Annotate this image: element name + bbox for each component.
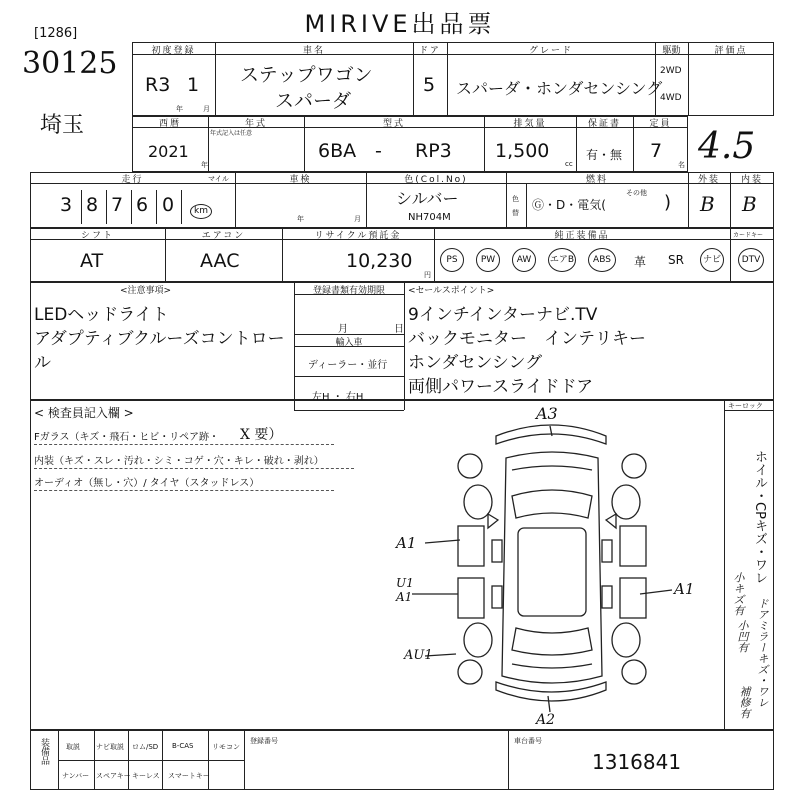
evaluation-score: 4.5 bbox=[698, 126, 756, 167]
handle-side: 左H ・ 右H bbox=[312, 392, 364, 403]
fuel-value: Ⓖ・D・電気( bbox=[532, 198, 606, 212]
door-count: 5 bbox=[423, 74, 436, 96]
mileage-digit: 7 bbox=[111, 194, 124, 216]
equipment-leather: 革 bbox=[634, 255, 647, 269]
label-door: ドア bbox=[419, 46, 441, 56]
label-color: 色(Col.No) bbox=[404, 175, 468, 185]
exterior-grade: B bbox=[700, 192, 715, 216]
label-fuel: 燃料 bbox=[585, 175, 608, 185]
equipment-sunroof: SR bbox=[668, 253, 684, 267]
warranty-value: 有・無 bbox=[586, 148, 623, 162]
cc-unit: cc bbox=[565, 160, 573, 168]
sales-line2: バックモニター インテリキー bbox=[408, 329, 646, 349]
sales-line1: 9インチインターナビ.TV bbox=[408, 305, 598, 325]
equipment-navi: ナビ bbox=[700, 248, 724, 272]
mileage-digit: 6 bbox=[136, 194, 149, 216]
reg-month: 1 bbox=[187, 74, 200, 96]
notes-line3: ル bbox=[34, 353, 51, 373]
mark-u1: U1 bbox=[396, 576, 414, 590]
label-interior: 内装 bbox=[740, 175, 763, 185]
reg-era: R3 bbox=[145, 74, 171, 96]
notes-line2: アダプティブクルーズコントロー bbox=[34, 329, 285, 349]
model-prefix: 6BA bbox=[318, 140, 357, 162]
acc-smart-key: スマートキー bbox=[168, 772, 210, 780]
side-note-repair: 補修有 bbox=[738, 686, 751, 719]
label-equipment: 純正装備品 bbox=[554, 231, 610, 241]
reg-docs-label: 登録書類有効期限 bbox=[312, 286, 385, 296]
label-grade: グレード bbox=[528, 46, 573, 56]
displacement: 1,500 bbox=[495, 140, 550, 162]
acc-plate: ナンバー bbox=[62, 772, 90, 780]
acc-spare-key: スペアキー bbox=[96, 772, 131, 780]
mileage-digit: 0 bbox=[162, 194, 175, 216]
color-code: NH704M bbox=[408, 212, 451, 223]
mark-a3: A3 bbox=[536, 404, 558, 423]
label-mile-unit: マイル bbox=[208, 175, 229, 183]
sales-line4: 両側パワースライドドア bbox=[408, 377, 594, 397]
side-note-small-scratch: 小キズ有 bbox=[732, 572, 745, 616]
mark-a2: A2 bbox=[536, 712, 556, 728]
label-warranty: 保証書 bbox=[587, 119, 621, 129]
mark-a1-right: A1 bbox=[674, 580, 695, 598]
km-unit-circled: km bbox=[190, 204, 212, 219]
grade-value: スパーダ・ホンダセンシング bbox=[456, 79, 663, 98]
recycle-unit: 円 bbox=[424, 271, 431, 279]
car-name-line2: スパーダ bbox=[275, 90, 352, 112]
label-capacity: 定員 bbox=[649, 119, 672, 129]
document-title: MIRIVE出品票 bbox=[304, 10, 496, 38]
accessories-label: 装備品 bbox=[39, 738, 49, 765]
mark-a1-left: A1 bbox=[396, 534, 417, 552]
color-change-label-2: 替 bbox=[512, 209, 519, 217]
acc-navi-manual: ナビ取説 bbox=[96, 743, 124, 751]
region: 埼玉 bbox=[40, 113, 85, 138]
inspector-line1: Fガラス（キズ・飛石・ヒビ・リペア跡・ bbox=[34, 432, 220, 443]
label-first-registration: 初度登録 bbox=[151, 46, 196, 56]
equipment-ps: PS bbox=[440, 248, 464, 272]
side-note-small-dent: 小凹有 bbox=[736, 620, 749, 653]
reg-docs-day: 日 bbox=[394, 324, 404, 335]
acc-keyless: キーレス bbox=[132, 772, 160, 780]
western-year-unit: 年 bbox=[201, 161, 208, 169]
label-model-year: 年式 bbox=[244, 119, 267, 129]
equipment-dtv: DTV bbox=[738, 248, 764, 272]
label-recycle: リサイクル預託金 bbox=[314, 231, 402, 241]
model-year-note: 年式記入は任意 bbox=[210, 130, 253, 137]
mark-au1: AU1 bbox=[404, 648, 433, 663]
inspection-year-unit: 年 bbox=[297, 215, 304, 223]
western-year: 2021 bbox=[148, 142, 189, 161]
chassis-number-label: 車台番号 bbox=[514, 737, 542, 745]
inspector-line3: オーディオ（無し・穴）/ タイヤ（スタッドレス） bbox=[34, 478, 260, 489]
mileage-digit: 8 bbox=[86, 194, 99, 216]
acc-bcas: B-CAS bbox=[172, 742, 194, 750]
import-label: 輸入車 bbox=[335, 338, 363, 348]
color-value: シルバー bbox=[396, 189, 459, 208]
notes-line1: LEDヘッドライト bbox=[34, 305, 169, 325]
reg-number-label: 登録番号 bbox=[250, 737, 278, 745]
equipment-pw: PW bbox=[476, 248, 500, 272]
label-displacement: 排気量 bbox=[513, 119, 547, 129]
label-mileage: 走行 bbox=[121, 175, 144, 185]
equipment-airbag: エアB bbox=[548, 248, 576, 272]
year-unit: 年 bbox=[176, 105, 183, 113]
inspector-line1-mark: X 要） bbox=[240, 427, 283, 443]
key-lock-label: キーロック bbox=[728, 402, 763, 410]
shift-value: AT bbox=[80, 250, 104, 272]
capacity-unit: 名 bbox=[678, 161, 685, 169]
sales-label: <セールスポイント> bbox=[408, 286, 495, 296]
label-western-year: 西暦 bbox=[158, 119, 181, 129]
lot-tag: [1286] bbox=[34, 26, 78, 41]
chassis-number: 1316841 bbox=[592, 750, 682, 774]
label-car-name: 車名 bbox=[302, 46, 325, 56]
month-unit: 月 bbox=[203, 105, 210, 113]
mark-a1-left-2: A1 bbox=[396, 590, 413, 604]
equipment-aw: AW bbox=[512, 248, 536, 272]
drive-2wd: 2WD bbox=[660, 66, 682, 76]
label-aircon: エアコン bbox=[201, 231, 246, 241]
label-exterior: 外装 bbox=[697, 175, 720, 185]
model-dash: - bbox=[375, 140, 382, 162]
equipment-abs: ABS bbox=[588, 248, 616, 272]
recycle-fee: 10,230 bbox=[346, 250, 413, 272]
notes-label: <注意事項> bbox=[120, 286, 172, 296]
lot-number: 30125 bbox=[22, 46, 118, 81]
reg-docs-month: 月 bbox=[338, 324, 348, 335]
acc-rom-sd: ロム/SD bbox=[132, 743, 159, 751]
sales-line3: ホンダセンシング bbox=[408, 353, 543, 373]
color-change-label-1: 色 bbox=[512, 195, 519, 203]
inspection-month-unit: 月 bbox=[354, 215, 361, 223]
inspector-line2: 内装（キズ・スレ・汚れ・シミ・コゲ・穴・キレ・破れ・剥れ） bbox=[34, 456, 324, 467]
drive-4wd: 4WD bbox=[660, 93, 682, 103]
aircon-value: AAC bbox=[200, 250, 240, 272]
acc-remote: リモコン bbox=[212, 743, 240, 751]
car-name-line1: ステップワゴン bbox=[240, 64, 373, 86]
interior-grade: B bbox=[742, 192, 757, 216]
import-value: ディーラー・並行 bbox=[308, 360, 388, 371]
label-shift: シフト bbox=[80, 231, 114, 241]
label-model: 型式 bbox=[382, 119, 405, 129]
model-code: RP3 bbox=[415, 140, 452, 162]
label-card-key: カードキー bbox=[733, 232, 764, 239]
label-drive: 駆動 bbox=[662, 46, 681, 56]
side-note-wheel: ホイル・CPキズ・ワレ bbox=[752, 450, 767, 584]
side-note-door-mirror: ドアミラーキズ・ワレ bbox=[756, 598, 769, 708]
mileage-digit: 3 bbox=[60, 194, 73, 216]
label-score: 評価点 bbox=[714, 46, 748, 56]
inspector-label: < 検査員記入欄 > bbox=[34, 406, 134, 420]
label-inspection: 車検 bbox=[289, 175, 312, 185]
acc-manual: 取説 bbox=[66, 743, 80, 751]
capacity-value: 7 bbox=[650, 140, 663, 162]
fuel-close-paren: ) bbox=[664, 192, 672, 213]
fuel-other-label: その他 bbox=[626, 189, 647, 197]
